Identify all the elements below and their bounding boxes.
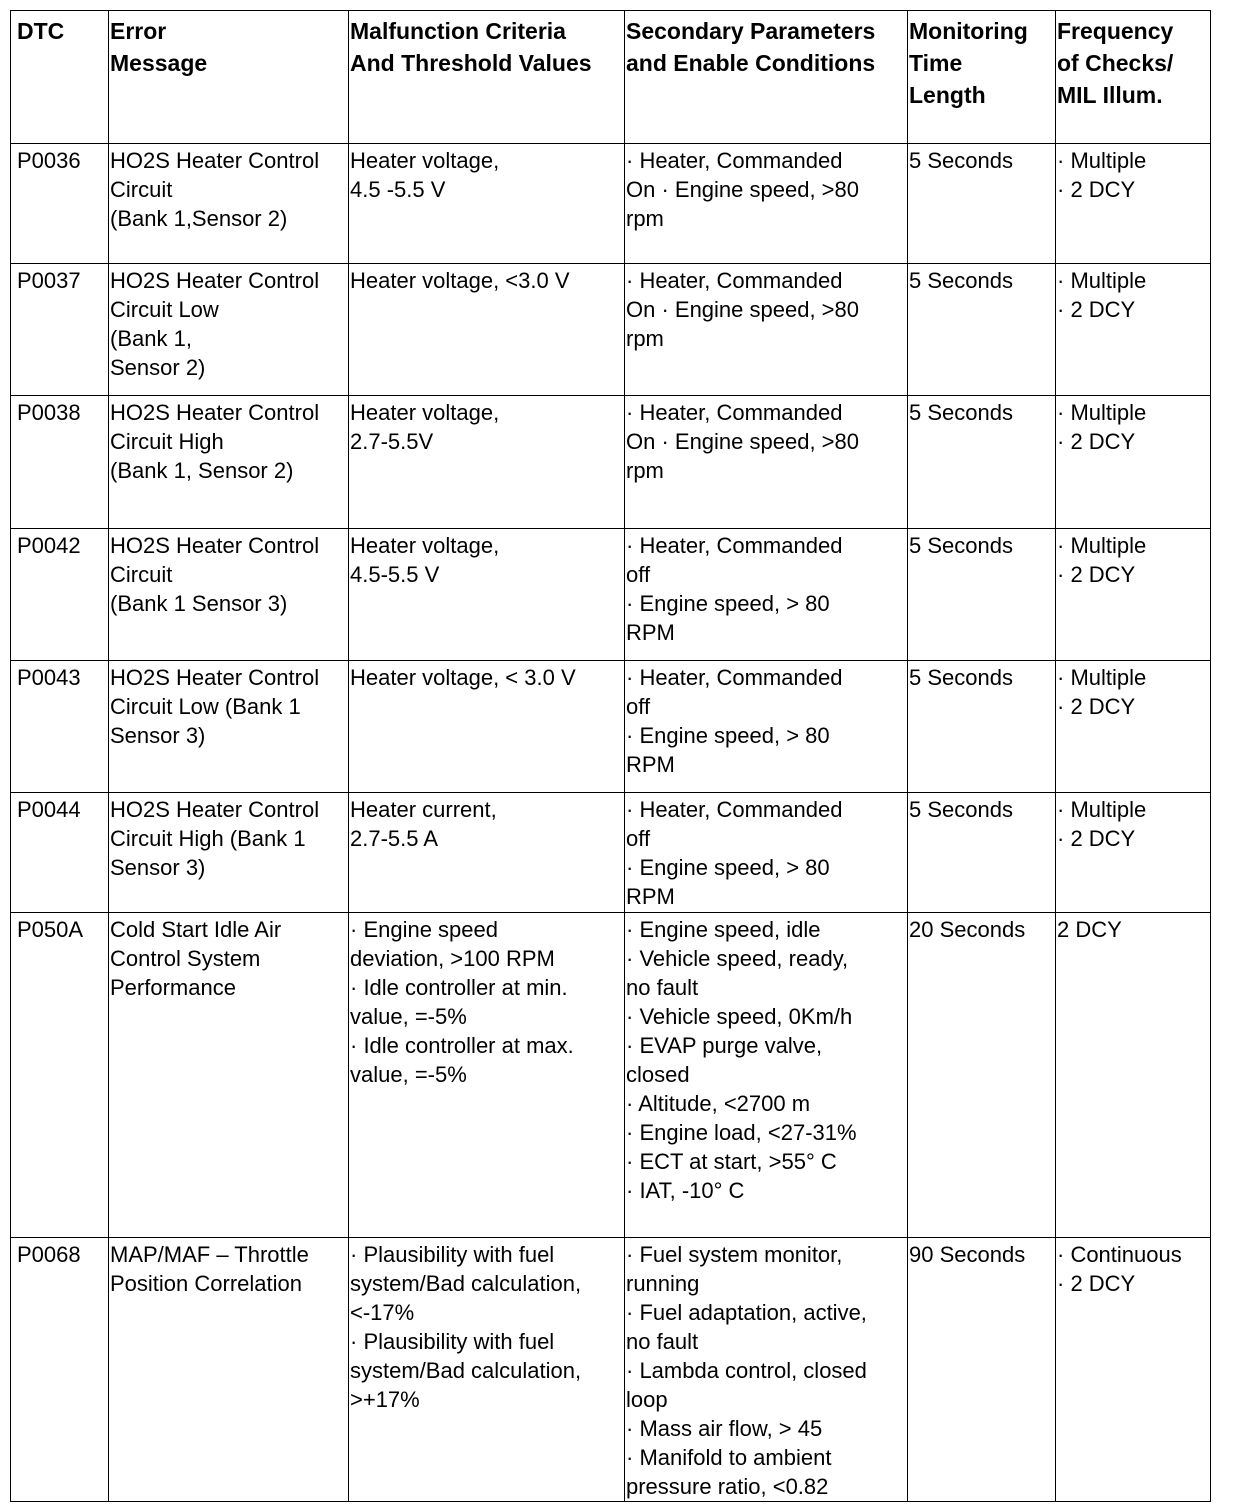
error-message: HO2S Heater Control Circuit High (Bank 1, Sensor 2) bbox=[109, 396, 349, 529]
secondary-parameters: · Fuel system monitor, running · Fuel adaptation, active, no fault · Lambda control, closed loop · Mass air flow, > 45 · Manifold to ambient pressure ratio, <0.82 bbox=[625, 1238, 908, 1502]
secondary-parameters: · Heater, Commanded off · Engine speed, > 80 RPM bbox=[625, 529, 908, 661]
monitoring-time: 20 Seconds bbox=[908, 913, 1056, 1238]
frequency: · Multiple · 2 DCY bbox=[1056, 144, 1211, 264]
secondary-parameters: · Heater, Commanded On · Engine speed, >80 rpm bbox=[625, 144, 908, 264]
dtc-code: P0038 bbox=[11, 396, 109, 529]
header-frequency: Frequency of Checks/ MIL Illum. bbox=[1056, 11, 1211, 144]
dtc-code: P0036 bbox=[11, 144, 109, 264]
error-message: Cold Start Idle Air Control System Performance bbox=[109, 913, 349, 1238]
frequency: · Multiple · 2 DCY bbox=[1056, 661, 1211, 793]
dtc-code: P0044 bbox=[11, 793, 109, 913]
table-row bbox=[11, 913, 1211, 1238]
header-row bbox=[11, 11, 1211, 144]
frequency: · Multiple · 2 DCY bbox=[1056, 264, 1211, 396]
monitoring-time: 5 Seconds bbox=[908, 264, 1056, 396]
error-message: HO2S Heater Control Circuit High (Bank 1 Sensor 3) bbox=[109, 793, 349, 913]
monitoring-time: 5 Seconds bbox=[908, 793, 1056, 913]
error-message: HO2S Heater Control Circuit (Bank 1,Sensor 2) bbox=[109, 144, 349, 264]
error-message: HO2S Heater Control Circuit (Bank 1 Sensor 3) bbox=[109, 529, 349, 661]
secondary-parameters: · Engine speed, idle · Vehicle speed, ready, no fault · Vehicle speed, 0Km/h · EVAP purge valve, closed · Altitude, <2700 m · Engine load, <27-31% · ECT at start, >55° C · IAT, -10° C bbox=[625, 913, 908, 1238]
monitoring-time: 5 Seconds bbox=[908, 529, 1056, 661]
monitoring-time: 5 Seconds bbox=[908, 661, 1056, 793]
dtc-code: P0043 bbox=[11, 661, 109, 793]
table-row bbox=[11, 264, 1211, 396]
monitoring-time: 5 Seconds bbox=[908, 396, 1056, 529]
table-row bbox=[11, 793, 1211, 913]
table-row bbox=[11, 1238, 1211, 1502]
dtc-table bbox=[10, 10, 1211, 1502]
table-row bbox=[11, 396, 1211, 529]
dtc-code: P0068 bbox=[11, 1238, 109, 1502]
malfunction-criteria: Heater current, 2.7-5.5 A bbox=[349, 793, 625, 913]
dtc-code: P050A bbox=[11, 913, 109, 1238]
malfunction-criteria: Heater voltage, 4.5 -5.5 V bbox=[349, 144, 625, 264]
malfunction-criteria: · Engine speed deviation, >100 RPM · Idle controller at min. value, =-5% · Idle controller at max. value, =-5% bbox=[349, 913, 625, 1238]
frequency: 2 DCY bbox=[1056, 913, 1211, 1238]
monitoring-time: 5 Seconds bbox=[908, 144, 1056, 264]
header-malfunction-criteria: Malfunction Criteria And Threshold Values bbox=[349, 11, 625, 144]
error-message: HO2S Heater Control Circuit Low (Bank 1, Sensor 2) bbox=[109, 264, 349, 396]
table-row bbox=[11, 661, 1211, 793]
frequency: · Multiple · 2 DCY bbox=[1056, 793, 1211, 913]
dtc-code: P0037 bbox=[11, 264, 109, 396]
error-message: HO2S Heater Control Circuit Low (Bank 1 Sensor 3) bbox=[109, 661, 349, 793]
table-row bbox=[11, 529, 1211, 661]
malfunction-criteria: · Plausibility with fuel system/Bad calculation, <-17% · Plausibility with fuel system/Bad calculation, >+17% bbox=[349, 1238, 625, 1502]
dtc-code: P0042 bbox=[11, 529, 109, 661]
malfunction-criteria: Heater voltage, 2.7-5.5V bbox=[349, 396, 625, 529]
frequency: · Multiple · 2 DCY bbox=[1056, 396, 1211, 529]
secondary-parameters: · Heater, Commanded On · Engine speed, >80 rpm bbox=[625, 264, 908, 396]
frequency: · Multiple · 2 DCY bbox=[1056, 529, 1211, 661]
header-secondary-parameters: Secondary Parameters and Enable Conditions bbox=[625, 11, 908, 144]
table-row bbox=[11, 144, 1211, 264]
monitoring-time: 90 Seconds bbox=[908, 1238, 1056, 1502]
malfunction-criteria: Heater voltage, 4.5-5.5 V bbox=[349, 529, 625, 661]
header-error-message: Error Message bbox=[109, 11, 349, 144]
malfunction-criteria: Heater voltage, <3.0 V bbox=[349, 264, 625, 396]
secondary-parameters: · Heater, Commanded off · Engine speed, > 80 RPM bbox=[625, 793, 908, 913]
header-monitoring-time: Monitoring Time Length bbox=[908, 11, 1056, 144]
header-dtc: DTC bbox=[11, 11, 109, 144]
error-message: MAP/MAF – Throttle Position Correlation bbox=[109, 1238, 349, 1502]
secondary-parameters: · Heater, Commanded On · Engine speed, >80 rpm bbox=[625, 396, 908, 529]
malfunction-criteria: Heater voltage, < 3.0 V bbox=[349, 661, 625, 793]
secondary-parameters: · Heater, Commanded off · Engine speed, > 80 RPM bbox=[625, 661, 908, 793]
frequency: · Continuous · 2 DCY bbox=[1056, 1238, 1211, 1502]
